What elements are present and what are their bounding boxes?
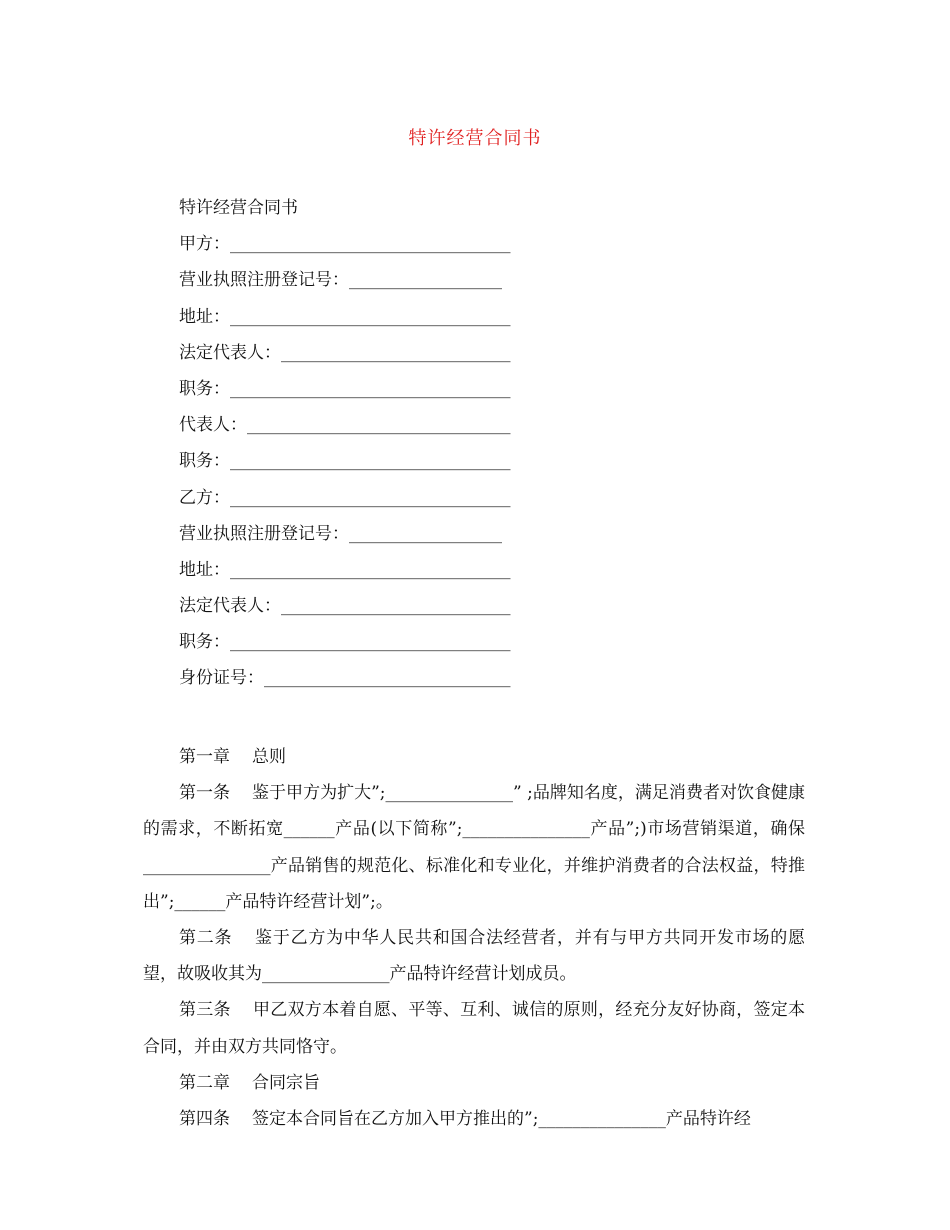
contract-body bbox=[143, 739, 805, 1137]
party-b-field: 乙方：_________________________________ bbox=[179, 487, 511, 508]
party-b-id-field: 身份证号：_____________________________ bbox=[179, 668, 511, 689]
party-b-legal-rep-field: 法定代表人：___________________________ bbox=[179, 596, 511, 617]
chapter-heading bbox=[143, 739, 805, 775]
chapter-number: 第一章 bbox=[179, 747, 230, 767]
chapter-heading bbox=[143, 1065, 805, 1101]
chapter-name: 合同宗旨 bbox=[252, 1072, 320, 1093]
article-text: 鉴于乙方为中华人民共和国合法经营者，并有与甲方共同开发市场的愿望，故吸收其为_______________产品特许经营计划成员。 bbox=[143, 928, 806, 985]
article-number: 第一条 bbox=[179, 783, 231, 804]
article-paragraph bbox=[143, 992, 805, 1064]
party-a-license-field: 营业执照注册登记号：__________________ bbox=[179, 270, 502, 291]
party-a-rep-position-field: 职务：_________________________________ bbox=[179, 451, 511, 472]
party-a-legal-rep-field: 法定代表人：___________________________ bbox=[179, 342, 511, 363]
article-paragraph bbox=[143, 920, 805, 992]
party-a-position-field: 职务：_________________________________ bbox=[179, 378, 511, 399]
party-b-license-field: 营业执照注册登记号：__________________ bbox=[179, 523, 502, 544]
article-paragraph bbox=[143, 1101, 805, 1137]
party-b-position-field: 职务：_________________________________ bbox=[179, 632, 511, 653]
article-number: 第二条 bbox=[179, 928, 233, 949]
article-text: 甲乙双方本着自愿、平等、互利、诚信的原则，经充分友好协商，签定本合同，并由双方共同恪守。 bbox=[143, 1000, 806, 1057]
party-a-representative-field: 代表人：_______________________________ bbox=[179, 415, 511, 436]
document-title: 特许经营合同书 bbox=[408, 128, 542, 149]
chapter-number: 第二章 bbox=[179, 1072, 230, 1093]
contract-subtitle: 特许经营合同书 bbox=[179, 198, 298, 218]
article-paragraph bbox=[143, 775, 805, 920]
party-a-field: 甲方：_________________________________ bbox=[179, 234, 511, 255]
article-text: 鉴于甲方为扩大”;_______________” ;品牌知名度，满足消费者对饮食健康的需求，不断拓宽______产品(以下简称”;_______________产品”;)市场营销渠道，确保_______________产品销售的规范化、标准化和专业化，并维护消费者的合法权益，特推出”;______产品特许经营计划”;。 bbox=[143, 783, 805, 912]
party-b-address-field: 地址：_________________________________ bbox=[179, 559, 511, 580]
party-a-address-field: 地址：_________________________________ bbox=[179, 306, 511, 327]
chapter-name: 总则 bbox=[252, 747, 286, 767]
article-text: 签定本合同旨在乙方加入甲方推出的”;_______________产品特许经 bbox=[252, 1109, 751, 1130]
article-number: 第四条 bbox=[179, 1109, 230, 1130]
party-fields bbox=[179, 196, 511, 703]
article-number: 第三条 bbox=[179, 1000, 231, 1021]
